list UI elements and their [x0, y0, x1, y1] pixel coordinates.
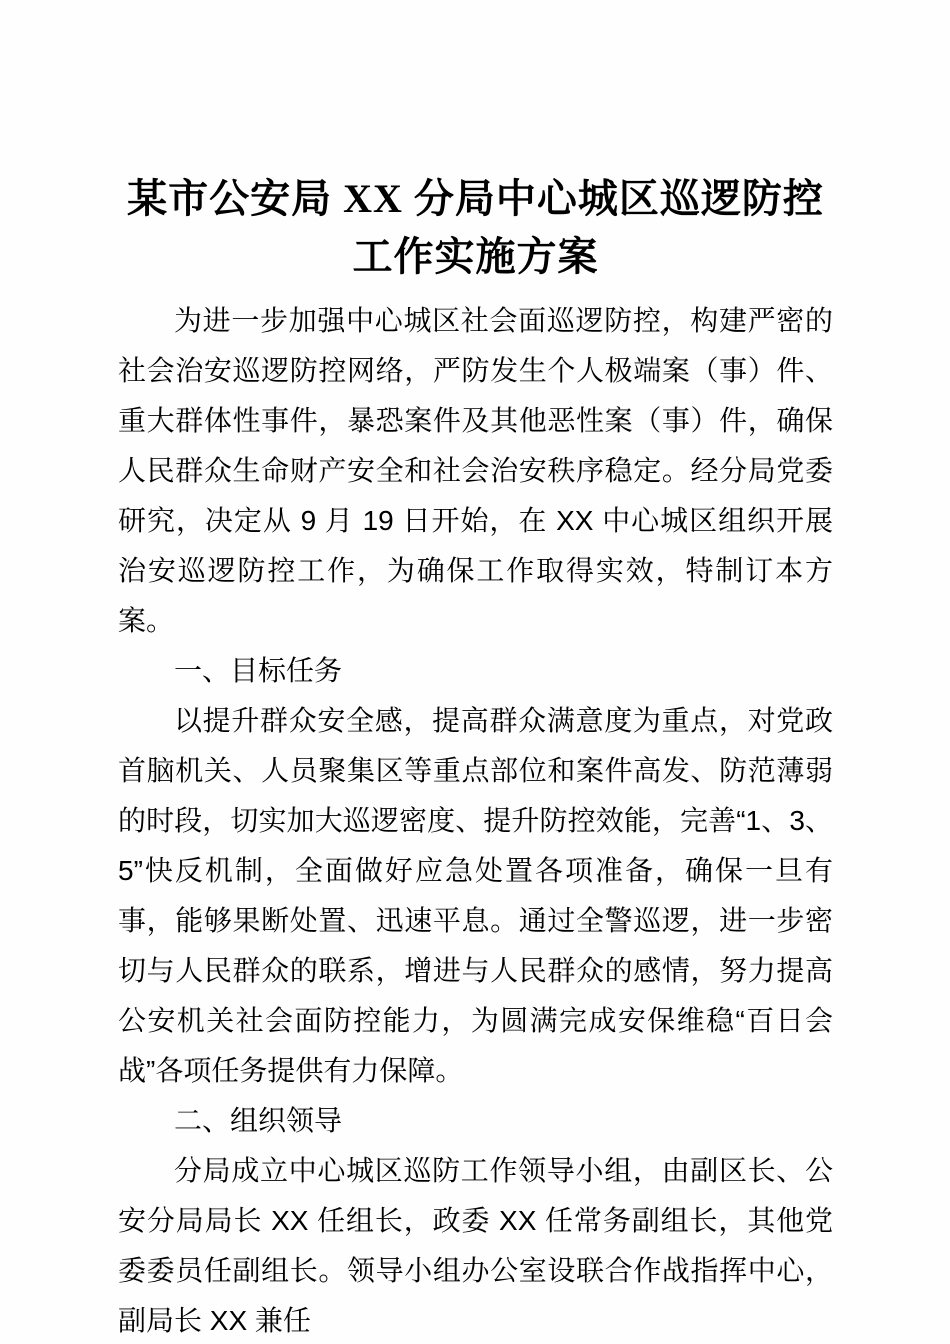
paragraph-organization: 分局成立中心城区巡防工作领导小组，由副区长、公安分局局长 XX 任组长，政委 XX 任常务副组长，其他党委委员任副组长。领导小组办公室设联合作战指挥中心，副局长 XX 兼任 [118, 1155, 833, 1336]
paragraph-intro: 为进一步加强中心城区社会面巡逻防控，构建严密的社会治安巡逻防控网络，严防发生个人极端案（事）件、重大群体性事件，暴恐案件及其他恶性案（事）件，确保人民群众生命财产安全和社会治安秩序稳定。经分局党委研究，决定从 9 月 19 日开始，在 XX 中心城区组织开展治安巡逻防控工作，为确保工作取得实效，特制订本方案。 [118, 305, 833, 636]
section-heading-goals: 一、目标任务 [174, 655, 343, 686]
section-heading-organization: 二、组织领导 [174, 1105, 343, 1136]
document-title: 某市公安局 XX 分局中心城区巡逻防控工作实施方案 [127, 176, 824, 279]
paragraph-goals: 以提升群众安全感，提高群众满意度为重点，对党政首脑机关、人员聚集区等重点部位和案件高发、防范薄弱的时段，切实加大巡逻密度、提升防控效能，完善“1、3、5”快反机制，全面做好应急处置各项准备，确保一旦有事，能够果断处置、迅速平息。通过全警巡逻，进一步密切与人民群众的联系，增进与人民群众的感情，努力提高公安机关社会面防控能力，为圆满完成安保维稳“百日会战”各项任务提供有力保障。 [118, 705, 833, 1086]
